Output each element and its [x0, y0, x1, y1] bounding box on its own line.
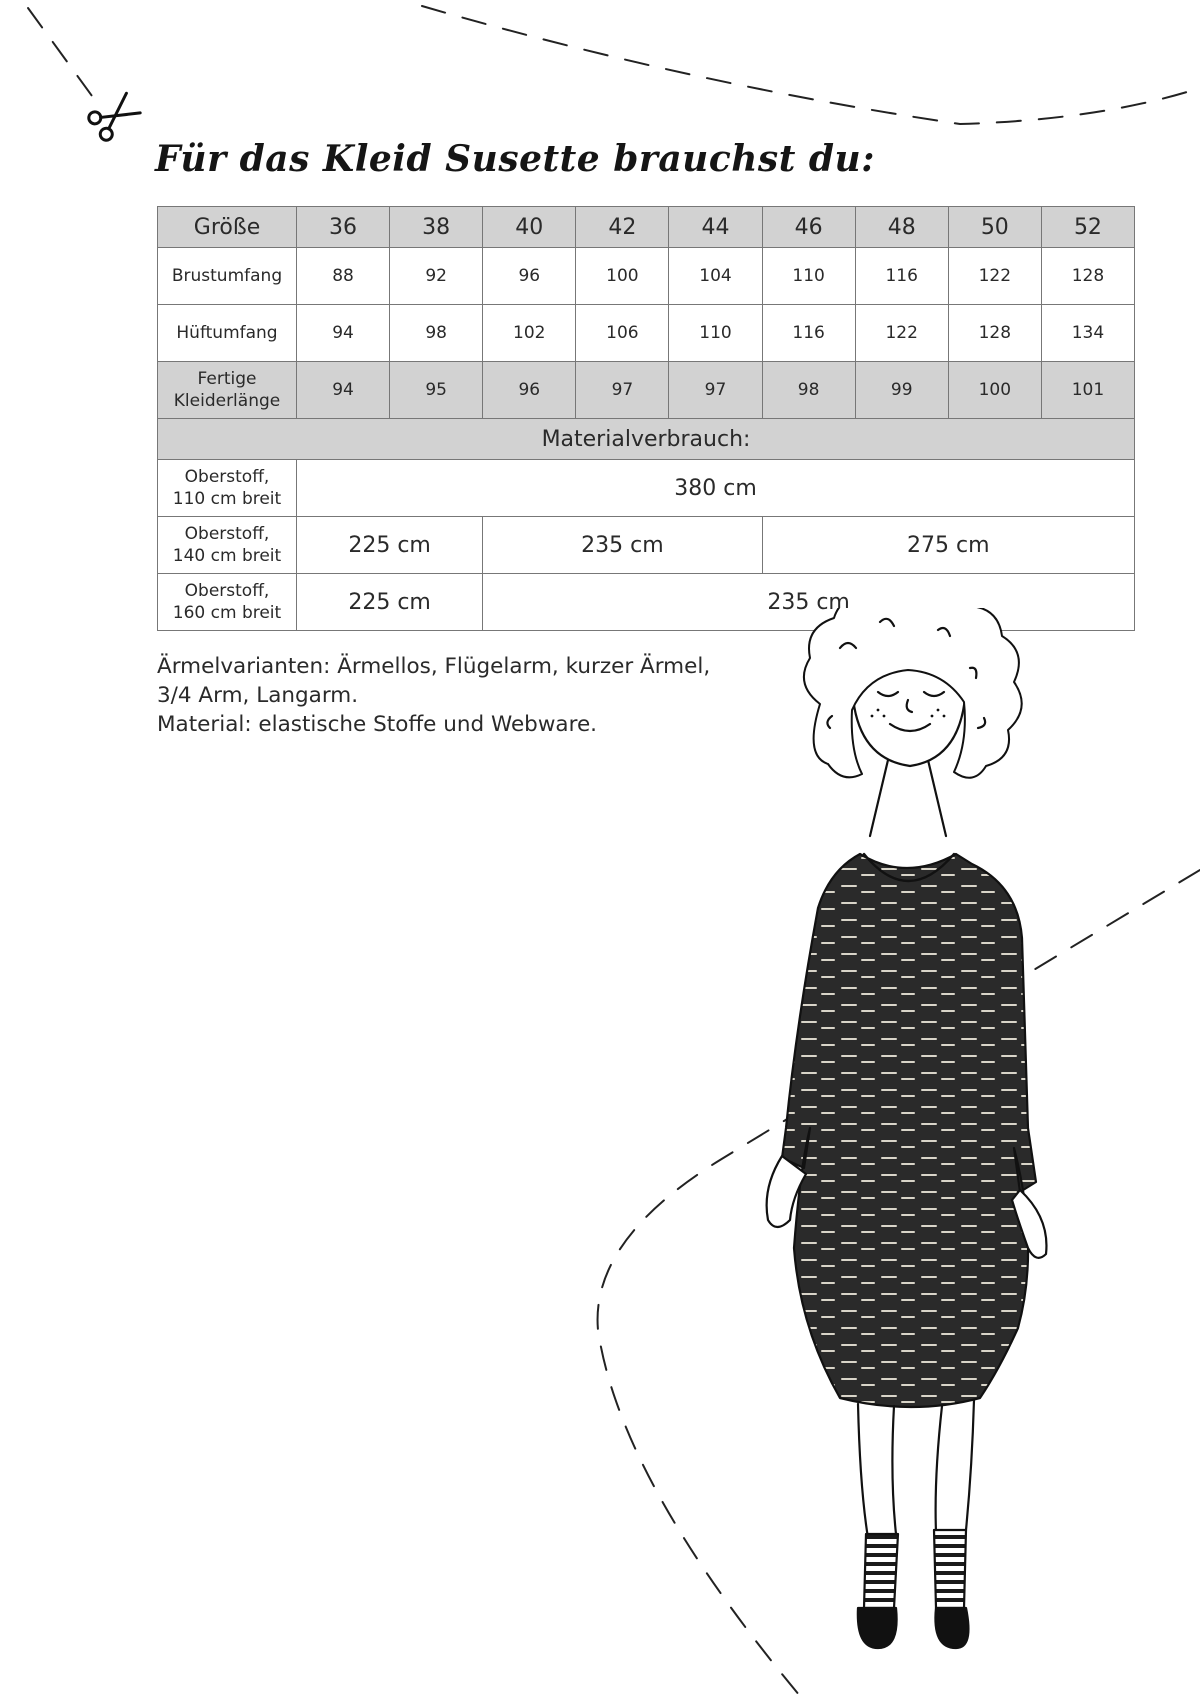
size-header-label: Größe — [158, 207, 297, 248]
table-cell: 225 cm — [297, 574, 483, 631]
size-cell: 50 — [948, 207, 1041, 248]
material-line: Material: elastische Stoffe und Webware. — [157, 712, 598, 737]
row-label — [158, 574, 297, 631]
sleeve-variants-line: Ärmelvarianten: Ärmellos, Flügelarm, kurzer Ärmel, — [157, 654, 711, 679]
size-cell: 36 — [297, 207, 390, 248]
table-cell: 116 — [762, 305, 855, 362]
size-cell: 52 — [1041, 207, 1134, 248]
table-cell: 94 — [297, 305, 390, 362]
page-title: Für das Kleid Susette brauchst du: — [155, 138, 875, 180]
notes — [157, 652, 710, 739]
material-heading: Materialverbrauch: — [158, 419, 1135, 460]
table-cell: 95 — [390, 362, 483, 419]
table-cell: 96 — [483, 248, 576, 305]
material-heading-row — [158, 419, 1135, 460]
table-cell: 98 — [390, 305, 483, 362]
size-header-row — [158, 207, 1135, 248]
table-cell: 128 — [948, 305, 1041, 362]
table-cell: 104 — [669, 248, 762, 305]
size-cell: 46 — [762, 207, 855, 248]
table-cell: 225 cm — [297, 517, 483, 574]
table-cell: 96 — [483, 362, 576, 419]
table-cell: 100 — [948, 362, 1041, 419]
size-cell: 44 — [669, 207, 762, 248]
table-cell: 88 — [297, 248, 390, 305]
table-cell: 134 — [1041, 305, 1134, 362]
table-cell: 98 — [762, 362, 855, 419]
table-cell: 122 — [855, 305, 948, 362]
sleeve-variants-line-2: 3/4 Arm, Langarm. — [157, 683, 359, 708]
table-cell: 235 cm — [483, 574, 1135, 631]
table-cell: 94 — [297, 362, 390, 419]
fabric-110-row — [158, 460, 1135, 517]
table-cell: 110 — [762, 248, 855, 305]
table-cell: 380 cm — [297, 460, 1135, 517]
size-cell: 42 — [576, 207, 669, 248]
size-material-table — [157, 206, 1135, 631]
row-label-line: 140 cm breit — [172, 546, 282, 566]
table-cell: 116 — [855, 248, 948, 305]
row-label-line: Oberstoff, — [184, 467, 270, 487]
table-cell: 102 — [483, 305, 576, 362]
row-label — [158, 362, 297, 419]
fabric-140-row — [158, 517, 1135, 574]
row-label — [158, 460, 297, 517]
table-cell: 122 — [948, 248, 1041, 305]
size-cell: 48 — [855, 207, 948, 248]
dress-length-row — [158, 362, 1135, 419]
row-label-line: 110 cm breit — [172, 489, 282, 509]
table-cell: 275 cm — [762, 517, 1134, 574]
table-cell: 97 — [669, 362, 762, 419]
girl-in-dress-illustration — [760, 608, 1180, 1688]
table-cell: 92 — [390, 248, 483, 305]
row-label-line: 160 cm breit — [172, 603, 282, 623]
row-label: Hüftumfang — [158, 305, 297, 362]
table-cell: 101 — [1041, 362, 1134, 419]
scissors-icon — [86, 90, 142, 143]
row-label — [158, 517, 297, 574]
row-label-line: Oberstoff, — [184, 524, 270, 544]
table-cell: 99 — [855, 362, 948, 419]
row-label-line: Kleiderlänge — [173, 391, 281, 411]
table-cell: 106 — [576, 305, 669, 362]
bust-row — [158, 248, 1135, 305]
table-cell: 110 — [669, 305, 762, 362]
table-cell: 235 cm — [483, 517, 762, 574]
table-cell: 128 — [1041, 248, 1134, 305]
row-label-line: Oberstoff, — [184, 581, 270, 601]
size-cell: 38 — [390, 207, 483, 248]
table-cell: 97 — [576, 362, 669, 419]
hip-row — [158, 305, 1135, 362]
row-label-line: Fertige — [197, 369, 257, 389]
size-cell: 40 — [483, 207, 576, 248]
table-cell: 100 — [576, 248, 669, 305]
row-label: Brustumfang — [158, 248, 297, 305]
